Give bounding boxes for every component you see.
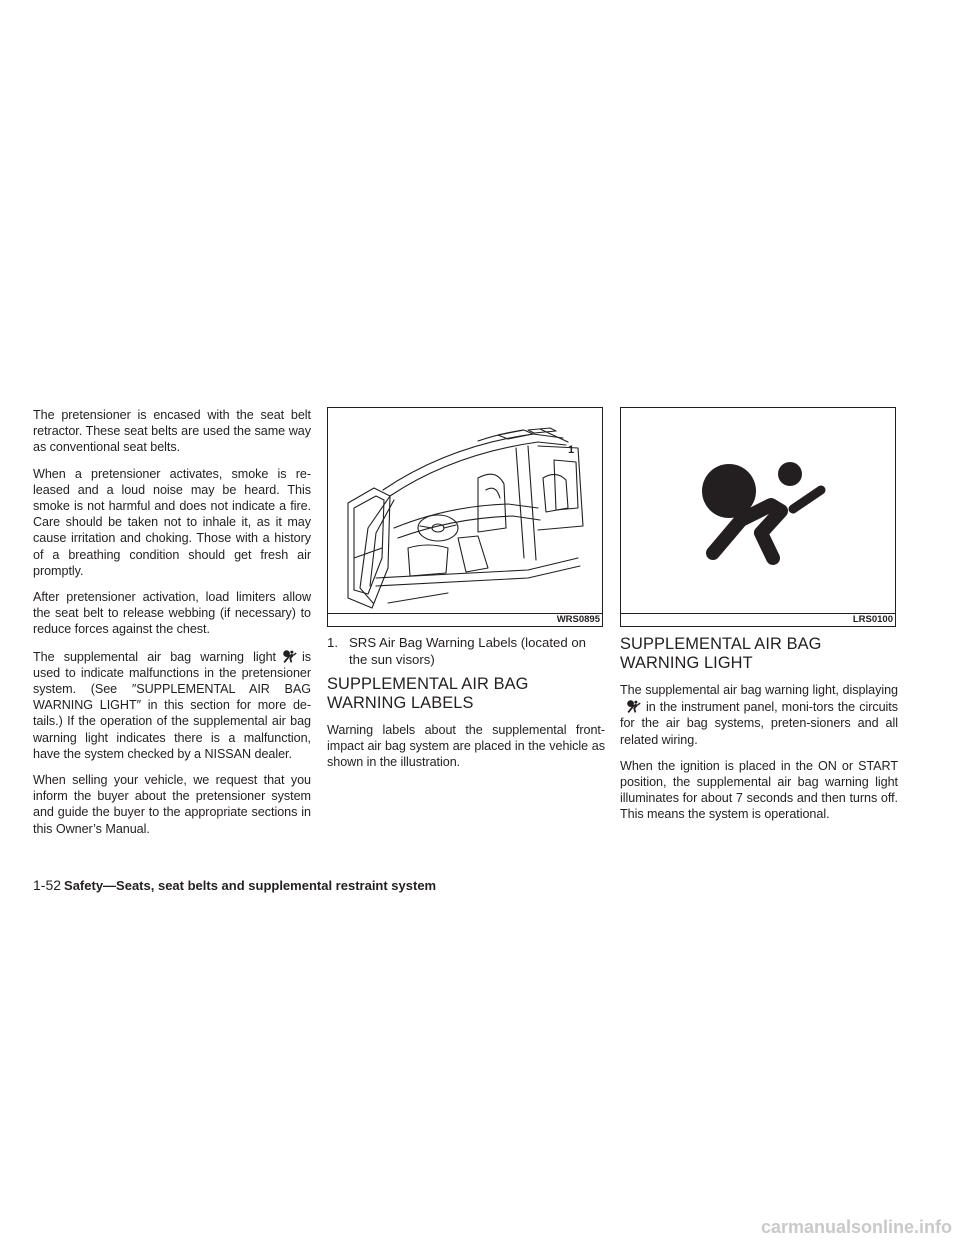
column-1 bbox=[33, 407, 311, 847]
paragraph-pretensioner-smoke: When a pretensioner activates, smoke is re-leased and a loud noise may be heard. This smoke is not harmful and does not indicate a fire. Care should be taken not to inhale it, as it may cause irritation and choking. Those with a history of a breathing condition should get fresh air promptly. bbox=[33, 466, 311, 578]
airbag-warning-icon bbox=[620, 698, 646, 714]
paragraph-warning-light-monitors bbox=[620, 682, 898, 748]
caption-text: SRS Air Bag Warning Labels (located on the sun visors) bbox=[349, 635, 587, 667]
monitors-text-before: The supplemental air bag warning light, displaying bbox=[620, 683, 898, 697]
column-2 bbox=[327, 407, 605, 781]
paragraph-selling-vehicle: When selling your vehicle, we request that you inform the buyer about the pretensioner system and guide the buyer to the appropriate sections in this Owner’s Manual. bbox=[33, 773, 311, 836]
heading-warning-labels: SUPPLEMENTAL AIR BAG WARNING LABELS bbox=[327, 675, 529, 712]
warning-light-text-after: is used to indicate malfunctions in the pretensioner system. (See ″SUPPLEMENTAL AIR BAG WARNING LIGHT″ in this section for more de-tails.) If the operation of the supplemental air bag warning light indicates there is a malfunction, have the system checked by a NISSAN dealer. bbox=[33, 649, 311, 761]
watermark: carmanualsonline.info bbox=[760, 1217, 952, 1237]
caption-number: 1. bbox=[327, 635, 338, 650]
page-number: 1-52 bbox=[33, 877, 62, 893]
figure-code-lrs0100: LRS0100 bbox=[621, 613, 895, 626]
paragraph-load-limiters: After pretensioner activation, load limiters allow the seat belt to release webbing (if necessary) to reduce forces against the chest. bbox=[33, 590, 311, 637]
heading-warning-light: SUPPLEMENTAL AIR BAG WARNING LIGHT bbox=[620, 635, 822, 672]
vehicle-interior-illustration bbox=[328, 408, 604, 615]
callout-number-1: 1 bbox=[568, 444, 575, 456]
paragraph-warning-light-usage bbox=[33, 648, 311, 762]
figure-vehicle-interior bbox=[327, 407, 603, 627]
monitors-text-after: in the instrument panel, moni-tors the circuits for the air bag systems, preten-sioners and all related wiring. bbox=[620, 700, 898, 747]
page-footer bbox=[33, 877, 436, 893]
section-title: Safety—Seats, seat belts and supplemental restraint system bbox=[64, 878, 437, 893]
figure-airbag-warning-light bbox=[620, 407, 896, 627]
figure-code-wrs0895: WRS0895 bbox=[328, 613, 602, 626]
paragraph-warning-labels: Warning labels about the supplemental front-impact air bag system are placed in the vehicle as shown in the illustration. bbox=[327, 723, 605, 770]
column-3 bbox=[620, 407, 898, 833]
airbag-warning-icon bbox=[276, 648, 302, 664]
warning-light-text-before: The supplemental air bag warning light bbox=[33, 649, 276, 664]
paragraph-ignition-on: When the ignition is placed in the ON or START position, the supplemental air bag warning light illuminates for about 7 seconds and then turns off. This means the system is operational. bbox=[620, 758, 898, 822]
figure-caption bbox=[327, 635, 605, 668]
airbag-warning-light-illustration bbox=[621, 408, 897, 615]
paragraph-pretensioner-encased: The pretensioner is encased with the seat belt retractor. These seat belts are used the same way as conventional seat belts. bbox=[33, 408, 311, 455]
